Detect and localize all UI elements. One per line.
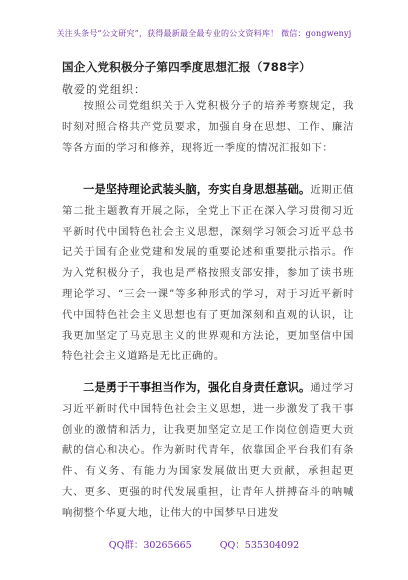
paragraph-lead: 二是勇于干事担当作为，强化自身责任意识。 [83, 381, 311, 394]
paragraph-text: 通过学习习近平新时代中国特色社会主义思想，进一步激发了我干事创业的激情和活力，让我更加坚定立足工作岗位创造更大贡献的信心和决心。作为新时代青年，依靠国企平台我们有条件、有义务、有能力为国家发展做出更大贡献，承担起更大、更多、更强的时代发展重担，让青年人拼搏奋斗的呐喊响彻整个华夏大地，让伟大的中国梦早日进发 [62, 382, 354, 519]
document-title: 国企入党积极分子第四季度思想汇报（788字） [62, 60, 311, 74]
paragraph-lead: 一是坚持理论武装头脑，夯实自身思想基础。 [83, 183, 311, 196]
footer-contact [0, 537, 408, 551]
paragraph-text: 按照公司党组织关于入党积极分子的培养考察规定，我时刻对照合格共产党员要求，加强自身在思想、工作、廉洁等各方面的学习和修养，现将近一季度的情况汇报如下： [62, 100, 354, 154]
footer-qq-group: QQ群：30265665 [108, 540, 192, 551]
top-banner: 关注头条号“公文研究”，获得最新最全最专业的公文资料库！ 微信：gongwenyj [56, 29, 352, 38]
greeting: 敬爱的党组织： [62, 83, 146, 96]
footer-qq: QQ：535304092 [219, 540, 300, 551]
paragraph-text: 近期正值第二批主题教育开展之际，全党上下正在深入学习贯彻习近平新时代中国特色社会主义思想，深刻学习领会习近平总书记关于国有企业党建和发展的重要论述和重要批示指示。作为入党积极分子，我也是严格按照支部安排，参加了读书班理论学习、“三会一课”等多种形式的学习，对于习近平新时代中国特色社会主义思想也有了更加深刻和直观的认识，让我更加坚定了马克思主义的世界观和方法论，更加坚信中国特色社会主义道路是无比正确的。 [62, 184, 354, 363]
paragraph-intro [62, 96, 354, 158]
paragraph-point-one [62, 180, 354, 367]
paragraph-point-two [62, 378, 354, 524]
